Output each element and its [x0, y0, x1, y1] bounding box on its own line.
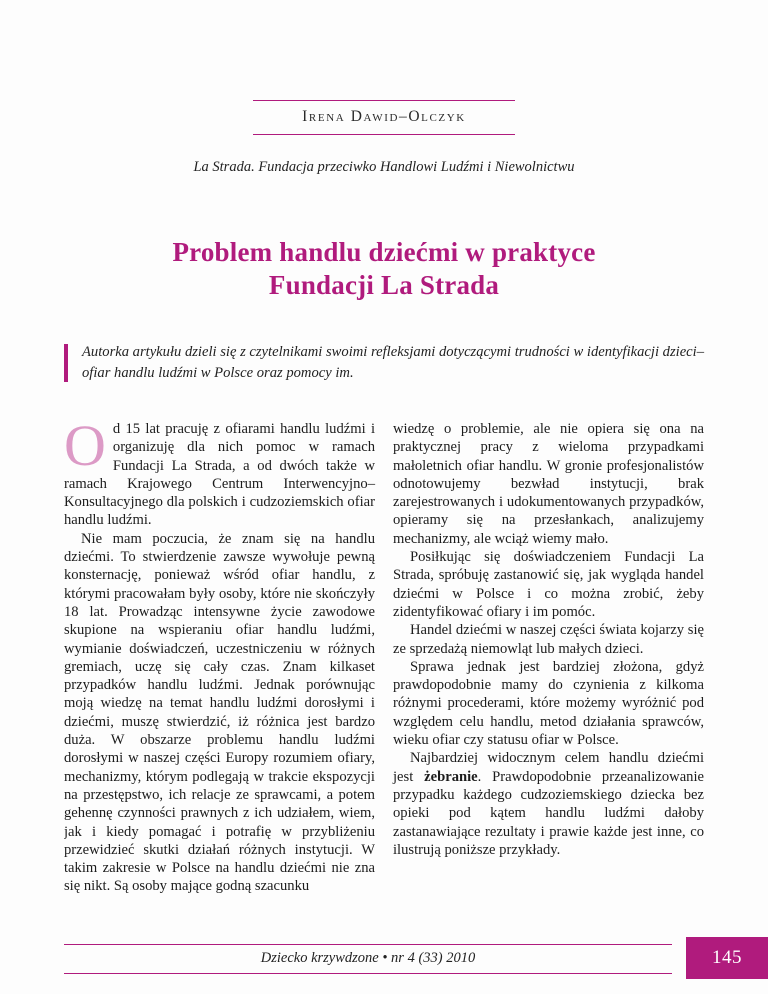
abstract — [64, 342, 704, 384]
paragraph: Nie mam poczucia, że znam się na handlu dziećmi. To stwierdzenie zawsze wywołuje pewną konsternację, ponieważ wśród ofiar handlu, z którymi pracowałam były osoby, które nie skończyły 18 lat. Prowadząc intensywne życie zawodowe skupione na wspieraniu ofiar handlu ludźmi, wymianie doświadczeń, uczestniczeniu w różnych gremiach, uczę się cały czas. Znam kilkaset przypadków handlu ludźmi. Jednak porównując moją wiedzę na temat handlu ludźmi dorosłymi i dziećmi, muszę stwierdzić, iż różnica jest bardzo duża. W obszarze problemu handlu ludźmi dorosłymi w naszej części Europy rozumiem ofiary, mechanizmy, którym podlegają w trakcie ekspozycji na przestępstwo, ich relacje ze sprawcami, a potem gehennę czynności prawnych z ich udziałem, wiem, jak i kiedy pomagać i potrafię w przybliżeniu przewidzieć skutki działań różnych instytucji. W takim zakresie w Polsce na handlu dziećmi nie zna się nikt. Są osoby mające godną szacunku — [64, 530, 375, 895]
page-number-box — [686, 937, 768, 979]
author-name: Irena Dawid–Olczyk — [302, 108, 466, 125]
paragraph-text: d 15 lat pracuję z ofiarami handlu ludźmi i organizuję dla nich pomoc w ramach Fundacji La Strada, a od dwóch także w ramach Krajowego Centrum Interwencyjno–Konsultacyjnego dla polskich i cudzoziemskich ofiar handlu ludźmi. — [64, 421, 375, 529]
author-block — [253, 100, 515, 135]
page-number: 145 — [712, 947, 742, 968]
bold-term: żebranie — [424, 768, 478, 785]
article-title-line1: Problem handlu dziećmi w praktyce — [172, 237, 596, 267]
abstract-text: Autorka artykułu dzieli się z czytelnikami swoimi refleksjami dotyczącymi trudności w identyfikacji dzieci–ofiar handlu ludźmi w Polsce oraz pomocy im. — [82, 344, 705, 381]
paragraph: wiedzę o problemie, ale nie opiera się ona na praktycznej pracy z wieloma przypadkami małoletnich ofiar handlu. W gronie profesjonalistów odnotowujemy bezwład instytucji, brak zarejestrowanych i udokumentowanych przypadków, opieramy się na przesłankach, analizujemy mechanizmy, ale wciąż wiemy mało. — [393, 421, 704, 547]
paragraph: Posiłkując się doświadczeniem Fundacji La Strada, spróbuję zastanowić się, jak wygląda handel dziećmi w Polsce i co można zrobić, żeby zidentyfikować ofiary i im pomóc. — [393, 549, 704, 620]
paragraph: Handel dziećmi w naszej części świata kojarzy się ze sprzedażą niemowląt lub małych dzieci. — [393, 622, 704, 657]
footer-rule-bottom — [64, 973, 672, 974]
footer — [64, 944, 672, 974]
body-columns — [64, 420, 704, 958]
paragraph: Sprawa jednak jest bardziej złożona, gdyż prawdopodobnie mamy do czynienia z kilkoma różnymi procederami, które możemy wyróżnić pod względem celu handlu, metod działania sprawców, wieku ofiar czy statusu ofiar w Polsce. — [393, 658, 704, 749]
paragraph-text: . Prawdopodobnie przeanalizowanie przypadku każdego cudzoziemskiego dziecka bez opieki pod kątem handlu ludźmi dałoby zastanawiające rezultaty i prawie każde jest inne, co ilustrują poniższe przykłady. — [393, 768, 704, 858]
left-column — [64, 420, 375, 958]
journal-line: Dziecko krzywdzone • nr 4 (33) 2010 — [260, 950, 476, 966]
article-title-line2: Fundacji La Strada — [268, 270, 500, 300]
article-title — [40, 236, 728, 302]
paragraph — [64, 420, 375, 530]
right-column — [393, 420, 704, 958]
paragraph — [393, 749, 704, 859]
paragraph-text: Najbardziej widocznym celem handlu dziećmi jest — [393, 750, 704, 785]
affiliation: La Strada. Fundacja przeciwko Handlowi Ludźmi i Niewolnictwu — [193, 159, 575, 175]
dropcap-letter: O — [64, 420, 106, 478]
author-rule-bottom — [253, 134, 515, 135]
